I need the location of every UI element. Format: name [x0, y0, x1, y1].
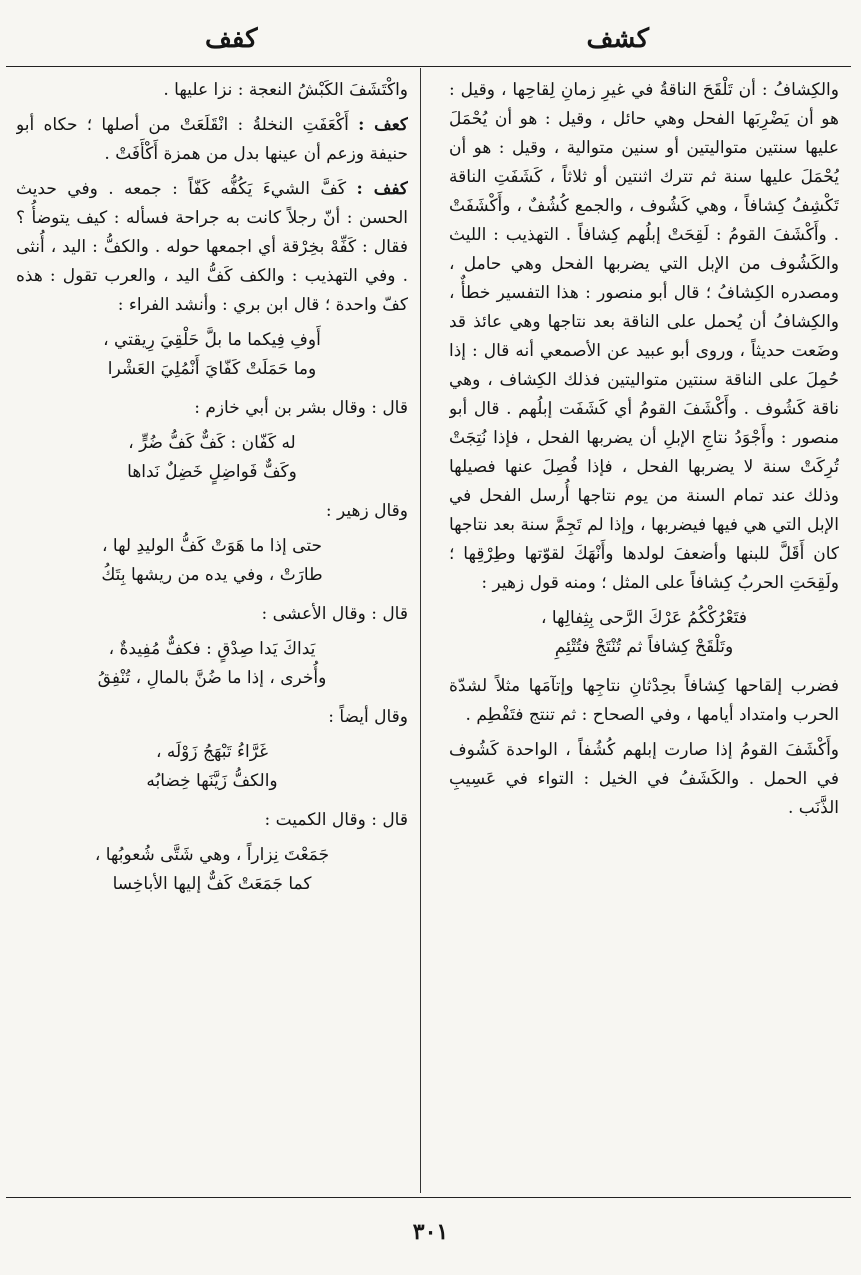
right-column	[449, 76, 839, 1191]
verse-line: وأُخرى ، إذا ما ضُنَّ بالمالِ ، تُنْفِقُ	[97, 668, 327, 688]
asha-verse	[16, 635, 408, 693]
left-column	[16, 76, 408, 1191]
entry-kaff	[16, 175, 408, 320]
verse-line: طارَتْ ، وفي يده من ريشها بِتَكُ	[101, 565, 323, 585]
attribution-line: وقال زهير :	[325, 501, 408, 521]
entry-body: أَكْعَفَتِ النخلةُ : انْقَلَعَتْ من أصلها ؛ حكاه أبو حنيفة وزعم أن عينها بدل من همزة أَكْأَفَتْ .	[16, 115, 408, 164]
verse-line: كما جَمَعَتْ كَفٌّ إليها الأباخِسا	[112, 874, 312, 894]
attribution-line: قال : وقال بشر بن أبي خازم :	[194, 398, 408, 418]
entry-headword: كعف :	[358, 115, 408, 135]
farra-verse	[16, 326, 408, 384]
verse-line: يَداكَ يَدا صِدْقٍ : فكفٌّ مُفِيدةٌ ،	[108, 639, 316, 659]
entry-kaaf	[16, 111, 408, 169]
asha-verse-2	[16, 738, 408, 796]
verse-line: والكفُّ زَيَّنَها خِضابُه	[146, 771, 278, 791]
verse-line: وتَلْقَحْ كِشافاً ثم تُنْتَجْ فتُتْئِمِ	[554, 637, 734, 657]
verse-line: غَرَّاءُ تَبْهَجُ زَوْلَه ،	[155, 742, 269, 762]
verse-line: جَمَعْتَ نِزاراً ، وهي شَتَّى شُعوبُها ،	[94, 845, 330, 865]
kumait-verse	[16, 841, 408, 899]
kashf-paragraph-1: والكِشافُ : أن تَلْقَحَ الناقةُ في غيرِ زمانِ لِقاحِها ، وقيل : هو أن يَضْرِبَها الفحل وهي حائل ، وقيل : هو أن يُحْمَلَ عليها سنتين متواليتين أو سنين متوالية ، وقيل : هو أن يُحْمَلَ عليها سنة ثم تترك اثنتين أو ثلاثاً ، كَشَفَتِ الناقة تَكْشِفُ كِشافاً ، وهي كَشُوف ، والجمع كُشُفٌ ، وأَكْشَفَتْ . وأَكْشَفَ القومُ : لَقِحَتْ إبلُهم كِشافاً . التهذيب : الليث والكَشُوف من الإبل التي يضربها الفحل وهي حامل ، ومصدره الكِشافُ ؛ قال أبو منصور : هذا التفسير خطأٌ ، والكِشافُ أن يُحمل على الناقة بعد نتاجها وهي عائذ قد وضَعت حديثاً ، وروى أبو عبيد عن الأصمعي أنه قال : إذا حُمِلَ على الناقة سنتين متواليتين فذلك الكِشاف ، وهي ناقة كَشُوف . وأَكْشَفَ القومُ أي كَشَفَت إبلُهم . قال أبو منصور : وأَجْوَدُ نتاجِ الإبلِ أن يضربها الفحل ، فإذا نُتِجَتْ تُرِكَتْ سنة لا يضربها الفحل ، فإذا فُصِلَ عنها فصيلها وذلك عند تمام السنة من يوم نتاجها أُرسل الفحل في الإبل التي هي فيها فيضربها ، وإذا لم تَجِمَّ سنة بعد نتاجها كان أَقَلَّ للبنها وأضعفَ لولدها وأَنْهَكَ لقوّتها وطِرْقِها ؛ ولَقِحَتِ الحربُ كِشافاً على المثل ؛ ومنه قول زهير :	[449, 80, 839, 593]
verse-line: أَوفِ فِيكما ما بلَّ حَلْقِيَ رِيقتي ،	[103, 330, 321, 350]
right-running-header: كشف	[586, 24, 649, 54]
bishr-verse	[16, 429, 408, 487]
kashf-paragraph-3: وأَكْشَفَ القومُ إذا صارت إبلهم كُشُفاً ، الواحدة كَشُوف في الحمل . والكَشَفُ في الخيل : التواء في عَسِيبِ الذَّنَب .	[449, 740, 839, 818]
footer-rule	[6, 1197, 851, 1198]
verse-line: فتَعْرُكْكُمُ عَرْكَ الرَّحى بِثِفالِها ،	[540, 608, 748, 628]
attribution-line: قال : وقال الكميت :	[264, 810, 408, 830]
zuhair-verse	[449, 604, 839, 662]
entry-headword: كفف :	[356, 179, 408, 199]
header-rule	[6, 66, 851, 67]
verse-line: وما حَمَلَتْ كَفّايَ أَنْمُلِيَ العَشْرا	[107, 359, 317, 379]
entry-body: كَفَّ الشيءَ يَكُفُّه كَفّاً : جمعه . وفي حديث الحسن : أنّ رجلاً كانت به جراحة فسأله : كيف يتوضأُ ؟ فقال : كَفِّهْ بخِرْقة أي اجمعها حوله . والكفُّ : اليد ، أُنثى . وفي التهذيب : والكف كَفُّ اليد ، والعرب تقول : هذه كفّ واحدة ؛ قال ابن بري : وأنشد الفراء :	[16, 179, 408, 315]
kashf-paragraph-2: فضرب إلقاحها كِشافاً بحِدْثانِ نتاجِها وإتآمَها مثلاً لشدّة الحرب وامتداد أيامها ، وفي الصحاح : ثم تنتج فتَفْطِم .	[449, 676, 839, 725]
verse-line: وكَفٌّ فَواضِلٍ خَضِلٌ نَداها	[127, 462, 297, 482]
page-number: ٣٠١	[412, 1219, 449, 1245]
zuhair-verse	[16, 532, 408, 590]
attribution-line: وقال أيضاً :	[328, 707, 408, 727]
verse-line: له كَفّان : كَفٌّ كَفُّ ضُرٍّ ،	[128, 433, 296, 453]
iktashafa-line: واكْتَشَفَ الكَبْشُ النعجة : نزا عليها .	[163, 80, 408, 100]
left-running-header: كفف	[205, 24, 258, 54]
column-divider	[420, 68, 421, 1193]
attribution-line: قال : وقال الأعشى :	[261, 604, 408, 624]
verse-line: حتى إذا ما هَوَتْ كَفُّ الوليدِ لها ،	[102, 536, 322, 556]
